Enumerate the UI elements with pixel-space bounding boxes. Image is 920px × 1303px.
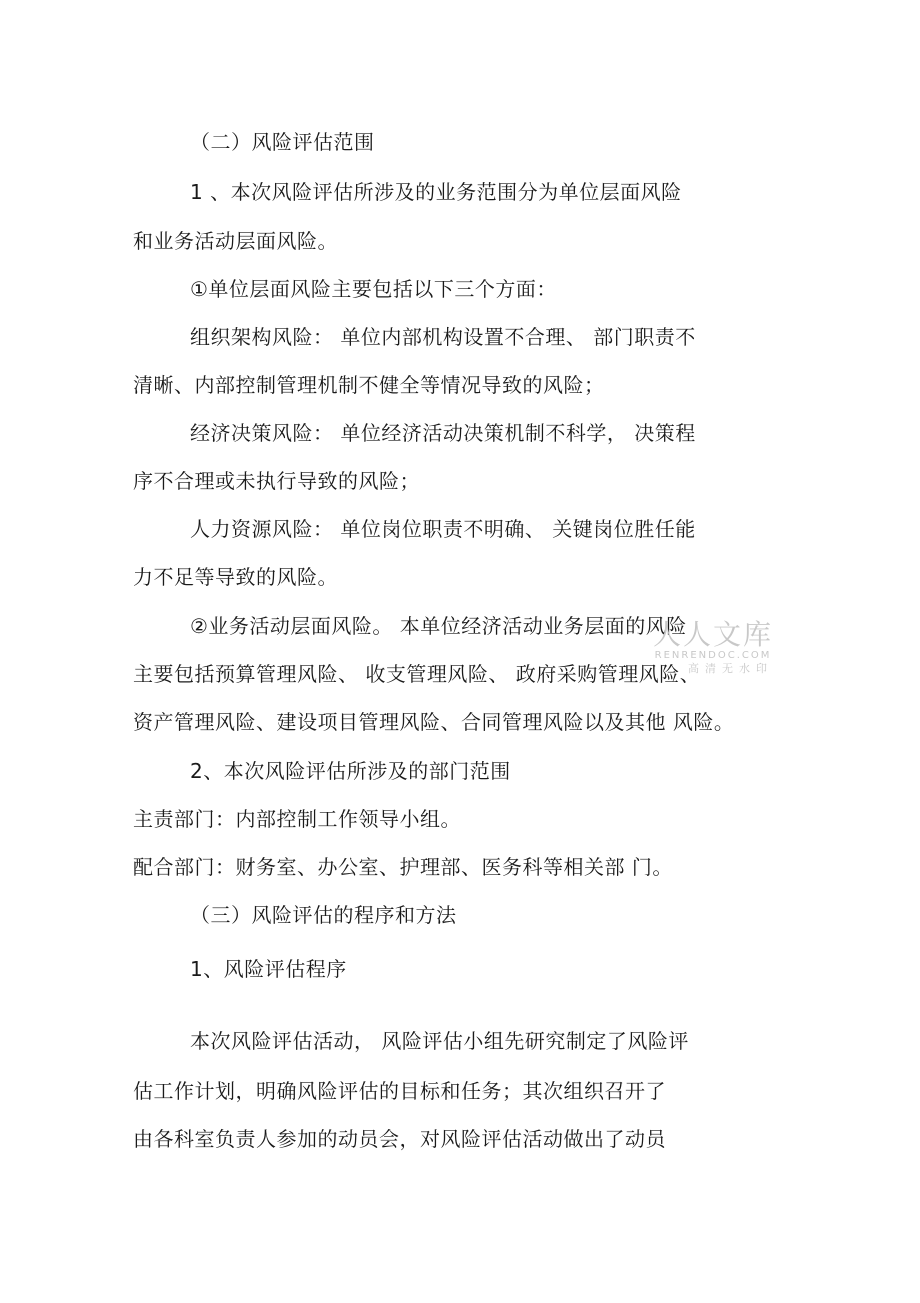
watermark-domain: RENRENDOC.COM	[654, 650, 772, 661]
watermark	[648, 620, 778, 682]
section-heading-procedure: （三）风险评估的程序和方法	[190, 903, 457, 927]
paragraph-line: 序不合理或未执行导致的风险；	[133, 469, 420, 493]
paragraph-line: 和业务活动层面风险。	[133, 229, 338, 253]
paragraph-line: 1 、本次风险评估所涉及的业务范围分为单位层面风险	[190, 180, 682, 204]
paragraph-line: 配合部门：财务室、办公室、护理部、医务科等相关部 门。	[133, 855, 673, 879]
paragraph-line: 经济决策风险： 单位经济活动决策机制不科学， 决策程	[190, 421, 696, 445]
paragraph-line: 人力资源风险： 单位岗位职责不明确、 关键岗位胜任能	[190, 517, 696, 541]
paragraph-line: 主责部门：内部控制工作领导小组。	[133, 807, 461, 831]
paragraph-line: 力不足等导致的风险。	[133, 565, 338, 589]
paragraph-line: 组织架构风险： 单位内部机构设置不合理、 部门职责不	[190, 325, 696, 349]
paragraph-line: ①单位层面风险主要包括以下三个方面：	[190, 277, 557, 301]
watermark-slogan: 高清无水印	[688, 662, 773, 675]
paragraph-line: 资产管理风险、建设项目管理风险、合同管理风险以及其他 风险。	[133, 710, 735, 734]
watermark-brand: 人人文库	[652, 618, 773, 651]
paragraph-line: ②业务活动层面风险。 本单位经济活动业务层面的风险	[190, 614, 687, 638]
subheading-procedure: 1、风险评估程序	[190, 957, 347, 981]
section-heading-scope: （二）风险评估范围	[190, 130, 375, 154]
paragraph-line: 2、本次风险评估所涉及的部门范围	[190, 759, 511, 783]
paragraph-line: 估工作计划，明确风险评估的目标和任务；其次组织召开了	[133, 1079, 666, 1103]
paragraph-line: 主要包括预算管理风险、 收支管理风险、 政府采购管理风险、	[133, 662, 701, 686]
paragraph-line: 清晰、内部控制管理机制不健全等情况导致的风险；	[133, 373, 605, 397]
paragraph-line: 由各科室负责人参加的动员会，对风险评估活动做出了动员	[133, 1127, 666, 1151]
paragraph-line: 本次风险评估活动， 风险评估小组先研究制定了风险评	[190, 1029, 689, 1053]
